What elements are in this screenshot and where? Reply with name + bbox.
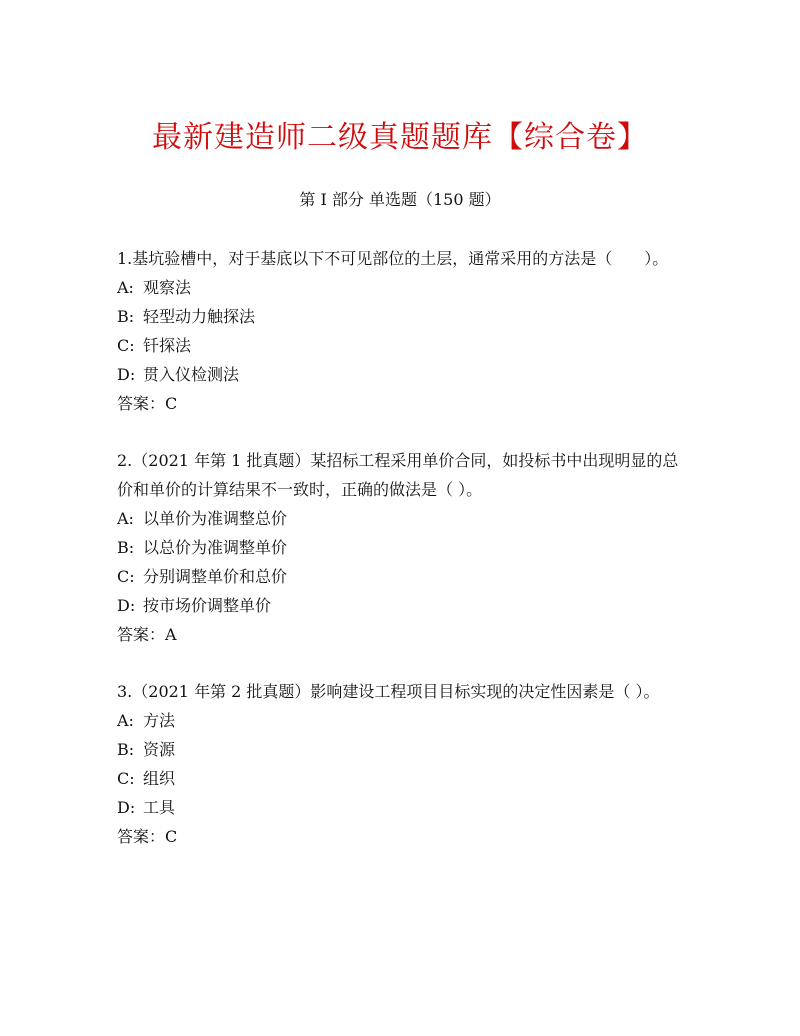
option-letter: A: xyxy=(117,278,134,297)
option-letter: C: xyxy=(117,336,135,355)
section-heading: 第 I 部分 单选题（150 题） xyxy=(299,190,501,209)
option-text: 以总价为准调整单价 xyxy=(143,538,288,557)
option-text: 组织 xyxy=(143,769,176,788)
answer-line: 答案：C xyxy=(117,827,178,846)
option-text: 以单价为准调整总价 xyxy=(143,509,288,528)
option-text: 轻型动力触探法 xyxy=(143,307,256,326)
answer-line: 答案：A xyxy=(117,625,177,644)
option-letter: D: xyxy=(117,365,136,384)
option-a xyxy=(117,706,683,735)
option-text: 分别调整单价和总价 xyxy=(143,567,288,586)
option-text: 资源 xyxy=(143,740,176,759)
option-c xyxy=(117,764,683,793)
option-text: 钎探法 xyxy=(143,336,192,355)
option-text: 贯入仪检测法 xyxy=(143,365,240,384)
option-d xyxy=(117,591,683,620)
option-a xyxy=(117,504,683,533)
option-d xyxy=(117,360,683,389)
option-text: 观察法 xyxy=(143,278,192,297)
question-list xyxy=(117,244,683,879)
question-2 xyxy=(117,446,683,649)
option-letter: D: xyxy=(117,596,136,615)
option-c xyxy=(117,562,683,591)
option-c xyxy=(117,331,683,360)
question-3 xyxy=(117,677,683,851)
question-stem: 3.（2021 年第 2 批真题）影响建设工程项目目标实现的决定性因素是（ ）。 xyxy=(117,682,660,701)
answer-line: 答案：C xyxy=(117,394,178,413)
question-1 xyxy=(117,244,683,418)
option-d xyxy=(117,793,683,822)
option-b xyxy=(117,735,683,764)
question-stem: 1.基坑验槽中，对于基底以下不可见部位的土层，通常采用的方法是（ ）。 xyxy=(117,249,669,268)
option-text: 按市场价调整单价 xyxy=(143,596,272,615)
option-b xyxy=(117,302,683,331)
option-letter: B: xyxy=(117,538,135,557)
option-letter: B: xyxy=(117,740,135,759)
question-stem: 2.（2021 年第 1 批真题）某招标工程采用单价合同，如投标书中出现明显的总价和单价的计算结果不一致时，正确的做法是（ ）。 xyxy=(117,451,679,499)
option-text: 方法 xyxy=(143,711,176,730)
option-letter: D: xyxy=(117,798,136,817)
option-letter: C: xyxy=(117,567,135,586)
option-letter: C: xyxy=(117,769,135,788)
option-letter: A: xyxy=(117,711,134,730)
option-letter: A: xyxy=(117,509,134,528)
option-b xyxy=(117,533,683,562)
option-text: 工具 xyxy=(143,798,176,817)
option-letter: B: xyxy=(117,307,135,326)
document-title: 最新建造师二级真题题库【综合卷】 xyxy=(152,120,648,155)
option-a xyxy=(117,273,683,302)
